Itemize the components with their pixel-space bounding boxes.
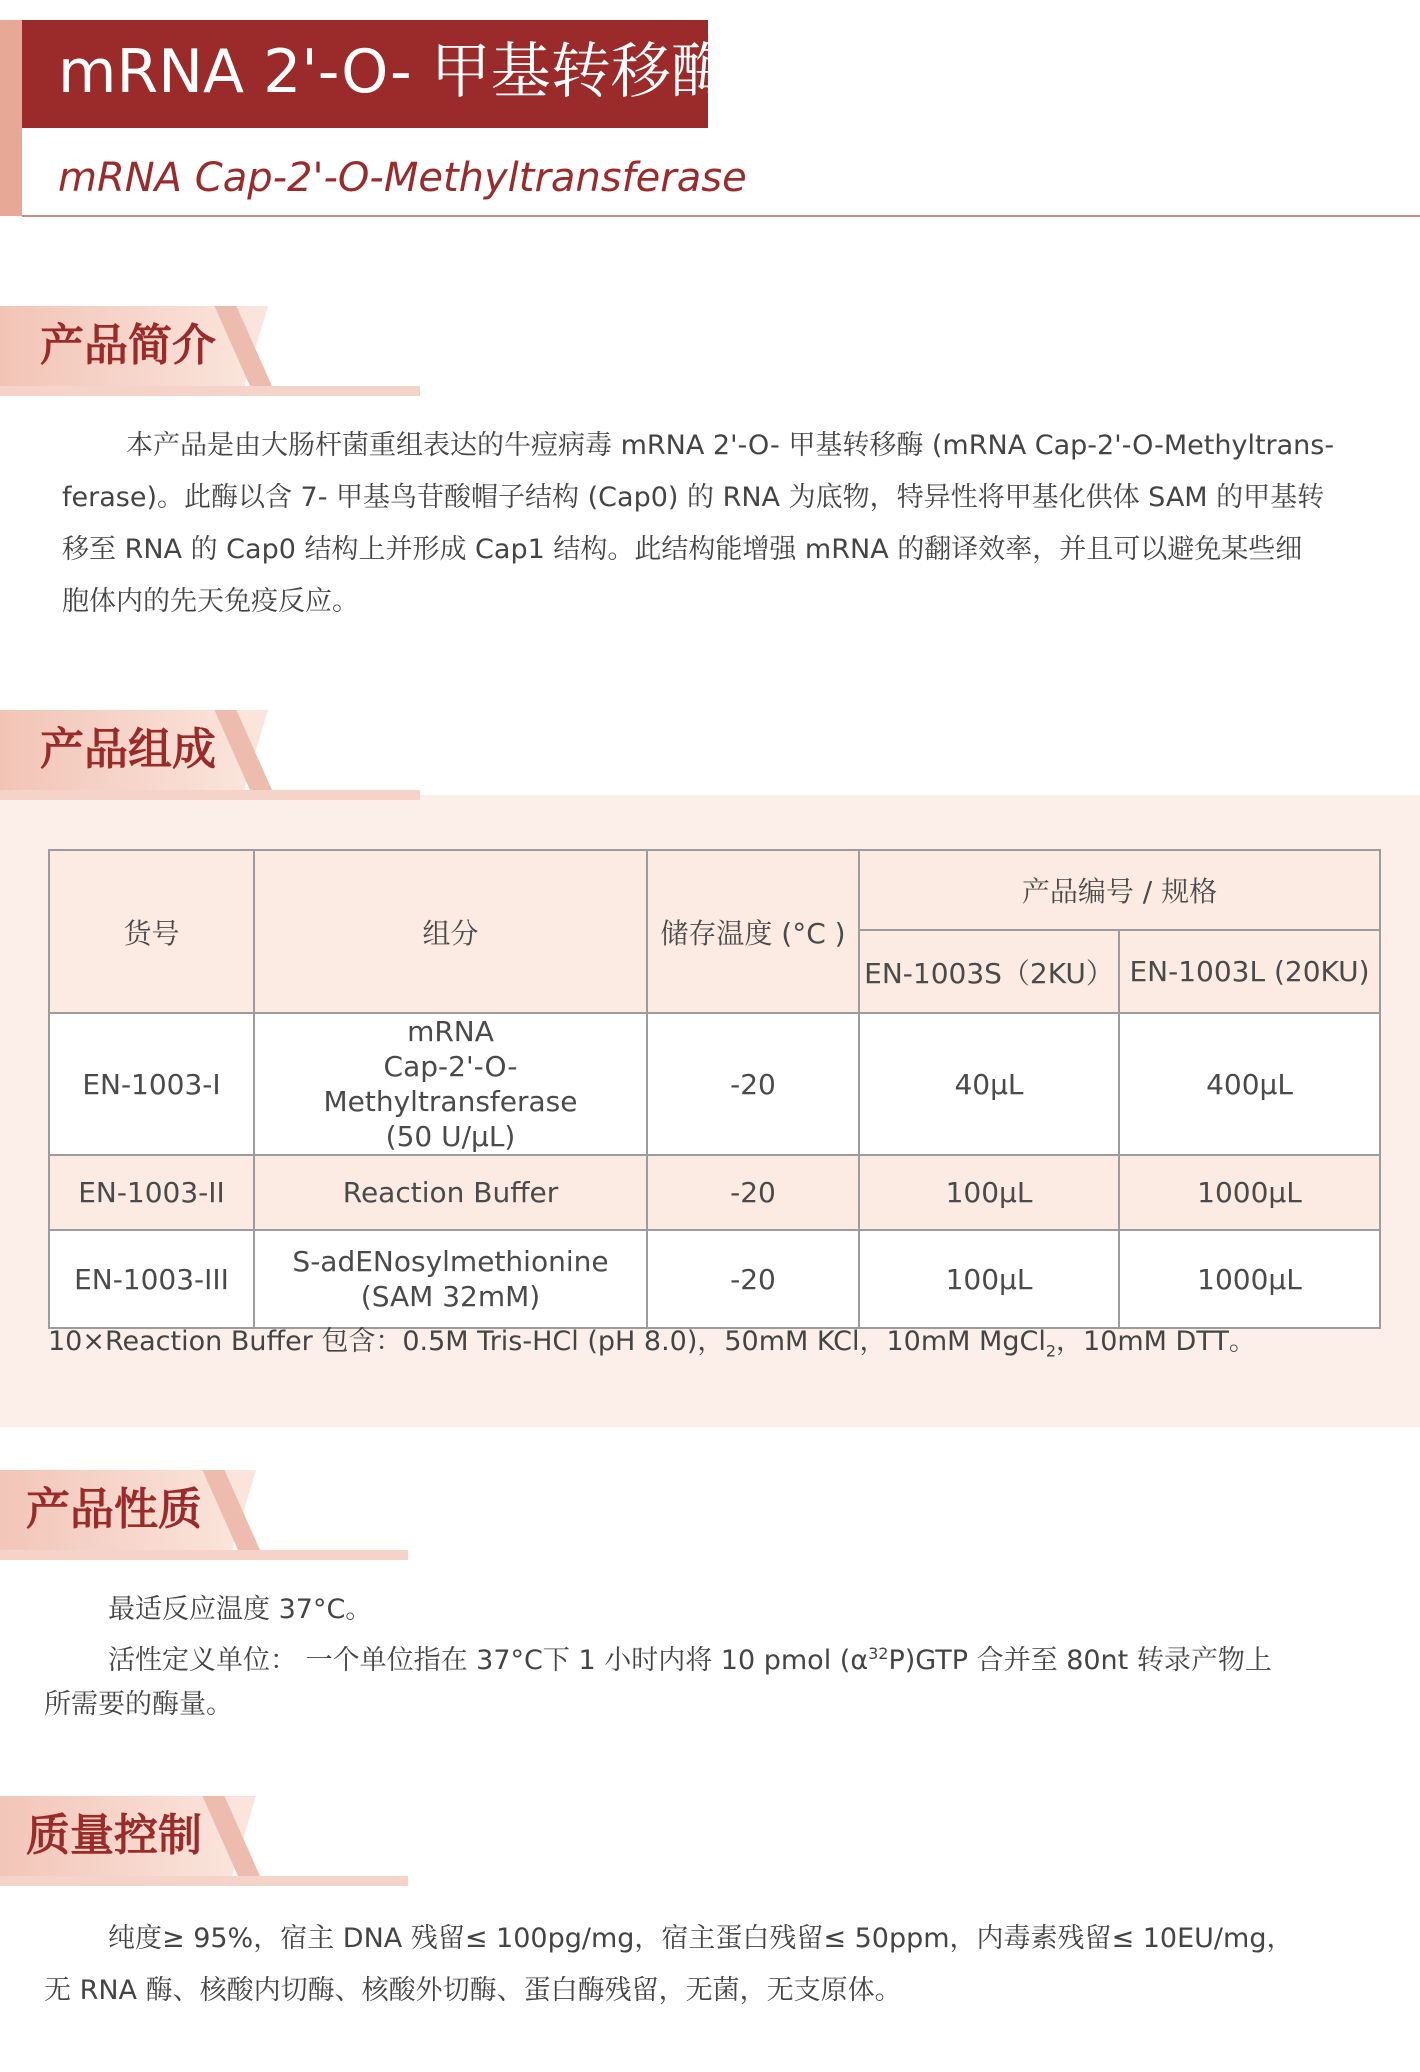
section-heading-properties: [0, 1470, 430, 1560]
cell-item-no: EN-1003-II: [49, 1155, 254, 1230]
cell-spec-s: 40μL: [859, 1013, 1119, 1155]
component-line: (50 U/μL): [385, 1120, 516, 1153]
header-storage: 储存温度 (°C ): [647, 850, 859, 1013]
component-line: (SAM 32mM): [360, 1280, 541, 1313]
properties-text: 活性定义单位： 一个单位指在 37°C下 1 小时内将 10 pmol (α: [108, 1645, 869, 1676]
section-title: 质量控制: [26, 1810, 202, 1861]
header-spec-l: EN-1003L (20KU): [1119, 930, 1380, 1013]
section-heading-composition: [0, 710, 430, 800]
header-item-no: 货号: [49, 850, 254, 1013]
header-divider: [22, 215, 1420, 217]
component-line: mRNA: [407, 1015, 494, 1048]
note-text: 10×Reaction Buffer 包含：0.5M Tris-HCl (pH 8.0)，50mM KCl，10mM MgCl: [48, 1326, 1046, 1357]
header-spec-group: 产品编号 / 规格: [859, 850, 1380, 930]
intro-line: 胞体内的先天免疫反应。: [62, 586, 359, 617]
cell-spec-s: 100μL: [859, 1230, 1119, 1328]
intro-line: 移至 RNA 的 Cap0 结构上并形成 Cap1 结构。此结构能增强 mRNA 的翻译效率，并且可以避免某些细: [62, 534, 1303, 565]
properties-line: [44, 1632, 1404, 1683]
cell-spec-l: 400μL: [1119, 1013, 1380, 1155]
page-subtitle: mRNA Cap-2'-O-Methyltransferase: [58, 155, 747, 201]
intro-line: ferase)。此酶以含 7- 甲基鸟苷酸帽子结构 (Cap0) 的 RNA 为底物，特异性将甲基化供体 SAM 的甲基转: [62, 482, 1325, 513]
qc-line: 无 RNA 酶、核酸内切酶、核酸外切酶、蛋白酶残留，无菌，无支原体。: [44, 1975, 902, 2006]
cell-storage: -20: [647, 1155, 859, 1230]
section-title: 产品性质: [26, 1484, 202, 1535]
cell-item-no: EN-1003-I: [49, 1013, 254, 1155]
buffer-composition-note: [48, 1316, 1256, 1377]
component-line: Reaction Buffer: [342, 1176, 559, 1209]
header-component: 组分: [254, 850, 647, 1013]
qc-paragraph: [44, 1913, 1404, 2017]
cell-item-no: EN-1003-III: [49, 1230, 254, 1328]
properties-line: 所需要的酶量。: [44, 1689, 233, 1720]
properties-text-end: P)GTP 合并至 80nt 转录产物上: [888, 1645, 1272, 1676]
section-title: 产品简介: [40, 320, 216, 371]
cell-storage: -20: [647, 1013, 859, 1155]
header-spec-s: EN-1003S（2KU）: [859, 930, 1119, 1013]
table-row: [49, 1155, 1380, 1230]
intro-paragraph: [62, 420, 1402, 628]
page-title: mRNA 2'-O- 甲基转移酶: [58, 37, 731, 107]
note-subscript: 2: [1045, 1341, 1057, 1361]
cell-component: [254, 1155, 647, 1230]
intro-line: 本产品是由大肠杆菌重组表达的牛痘病毒 mRNA 2'-O- 甲基转移酶 (mRNA Cap-2'-O-Methyltrans-: [126, 430, 1335, 461]
table-row: [49, 1230, 1380, 1328]
cell-spec-s: 100μL: [859, 1155, 1119, 1230]
note-text-end: ，10mM DTT。: [1056, 1326, 1256, 1357]
header-accent-stripe: [0, 20, 22, 216]
table-row: [49, 1013, 1380, 1155]
properties-line: 最适反应温度 37°C。: [108, 1594, 373, 1625]
cell-component: [254, 1230, 647, 1328]
qc-line: 纯度≥ 95%，宿主 DNA 残留≤ 100pg/mg，宿主蛋白残留≤ 50ppm，内毒素残留≤ 10EU/mg，: [108, 1923, 1294, 1954]
section-heading-qc: [0, 1796, 430, 1886]
properties-paragraph: [44, 1588, 1404, 1727]
cell-component: [254, 1013, 647, 1155]
section-title: 产品组成: [40, 724, 216, 775]
cell-spec-l: 1000μL: [1119, 1155, 1380, 1230]
section-heading-intro: [0, 306, 430, 396]
composition-table: [48, 849, 1381, 1329]
table-header-row: [49, 850, 1380, 930]
component-line: Cap-2'-O-Methyltransferase: [323, 1050, 578, 1118]
properties-superscript: 32: [868, 1644, 889, 1663]
component-line: S-adENosylmethionine: [292, 1245, 609, 1278]
cell-spec-l: 1000μL: [1119, 1230, 1380, 1328]
cell-storage: -20: [647, 1230, 859, 1328]
